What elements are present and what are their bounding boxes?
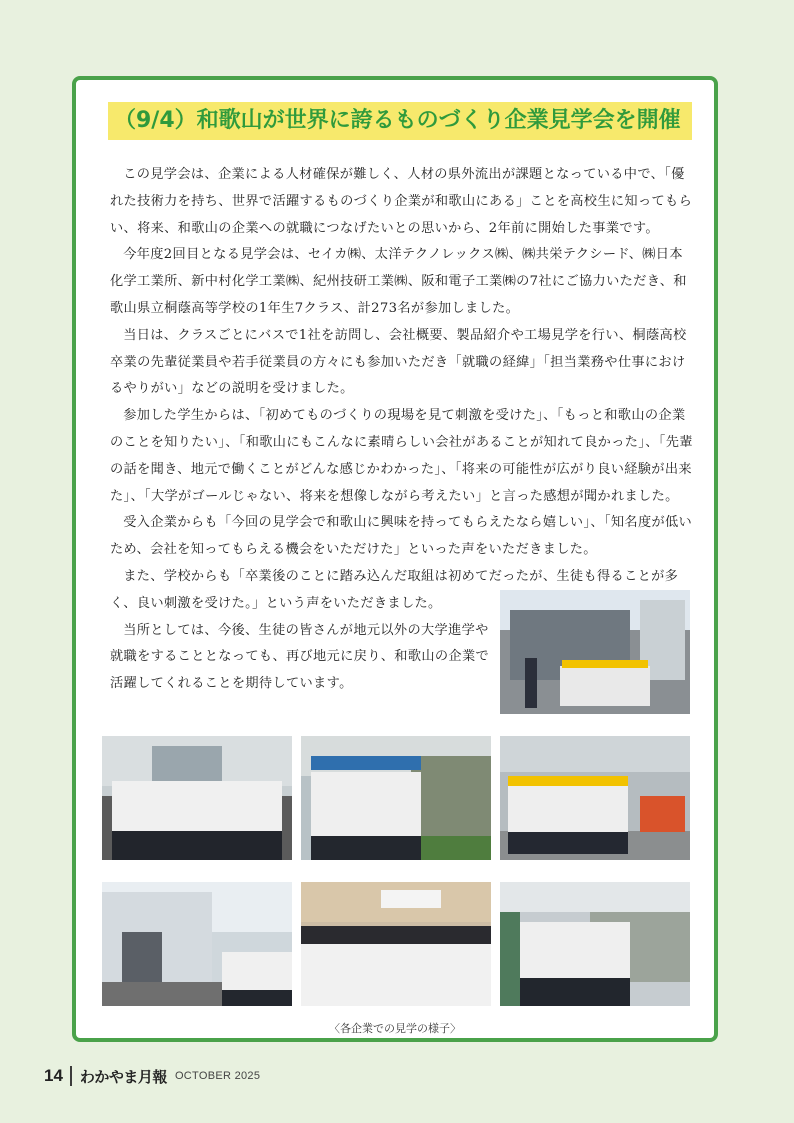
paragraph: 参加した学生からは、「初めてものづくりの現場を見て刺激を受けた」、「もっと和歌山の企業のことを知りたい」、「和歌山にもこんなに素晴らしい会社があることが知れて良かった」、「先輩の話を聞き、地元で働くことがどんな感じかわかった」、「将来の可能性が広がり良い経験が出来た」、「大学がゴールじゃない、将来を想像しながら考えたい」と言った感想が聞かれました。 bbox=[110, 408, 693, 504]
photo-production-line bbox=[301, 736, 491, 860]
page-number: 14 bbox=[44, 1066, 63, 1085]
issue-date: OCTOBER 2025 bbox=[174, 1070, 261, 1082]
article-frame bbox=[72, 76, 718, 1042]
paragraph: 今年度2回目となる見学会は、セイカ㈱、太洋テクノレックス㈱、㈱共栄テクシード、㈱日本化学工業所、新中村化学工業㈱、紀州技研工業㈱、阪和電子工業㈱の7社にご協力いただき、和歌山県立桐蔭高等学校の1年生7クラス、計273名が参加しました。 bbox=[110, 247, 687, 316]
paragraph: 当日は、クラスごとにバスで1社を訪問し、会社概要、製品紹介や工場見学を行い、桐蔭高校卒業の先輩従業員や若手従業員の方々にも参加いただき「就職の経緯」「担当業務や仕事におけるやりがい」などの説明を受けました。 bbox=[110, 327, 687, 397]
photo-assembly-floor bbox=[500, 882, 690, 1006]
photo-forklift-area bbox=[500, 736, 690, 860]
article-title: （9/4）和歌山が世界に誇るものづくり企業見学会を開催 bbox=[108, 102, 692, 140]
magazine-name: わかやま月報 bbox=[79, 1067, 167, 1086]
page-footer bbox=[44, 1064, 260, 1088]
photo-caption: 〈各企業での見学の様子〉 bbox=[329, 1022, 461, 1035]
paragraph: 当所としては、今後、生徒の皆さんが地元以外の大学進学や就職をすることとなっても、再び地元に戻り、和歌山の企業で活躍してくれることを期待しています。 bbox=[110, 622, 490, 692]
photo-building-entrance bbox=[102, 882, 292, 1006]
paragraph: この見学会は、企業による人材確保が難しく、人材の県外流出が課題となっている中で、「優れた技術力を持ち、世界で活躍するものづくり企業が和歌山にある」ことを高校生に知ってもらい、将来、和歌山の企業への就職につなげたいとの思いから、2年前に開始した事業です。 bbox=[110, 167, 693, 236]
paragraph: 受入企業からも「今回の見学会で和歌山に興味を持ってもらえたなら嬉しい」、「知名度が低いため、会社を知ってもらえる機会をいただけた」といった声をいただきました。 bbox=[110, 515, 693, 558]
photo-company-presentation bbox=[301, 882, 491, 1006]
photo-inspection-room bbox=[102, 736, 292, 860]
paragraph: また、学校からも「卒業後のことに踏み込んだ取組は初めてだったが、生徒も得ることが多く、良い刺激を受けた。」という声をいただきました。 bbox=[110, 568, 679, 611]
photo-factory-exterior bbox=[500, 590, 690, 714]
footer-divider bbox=[70, 1066, 72, 1086]
